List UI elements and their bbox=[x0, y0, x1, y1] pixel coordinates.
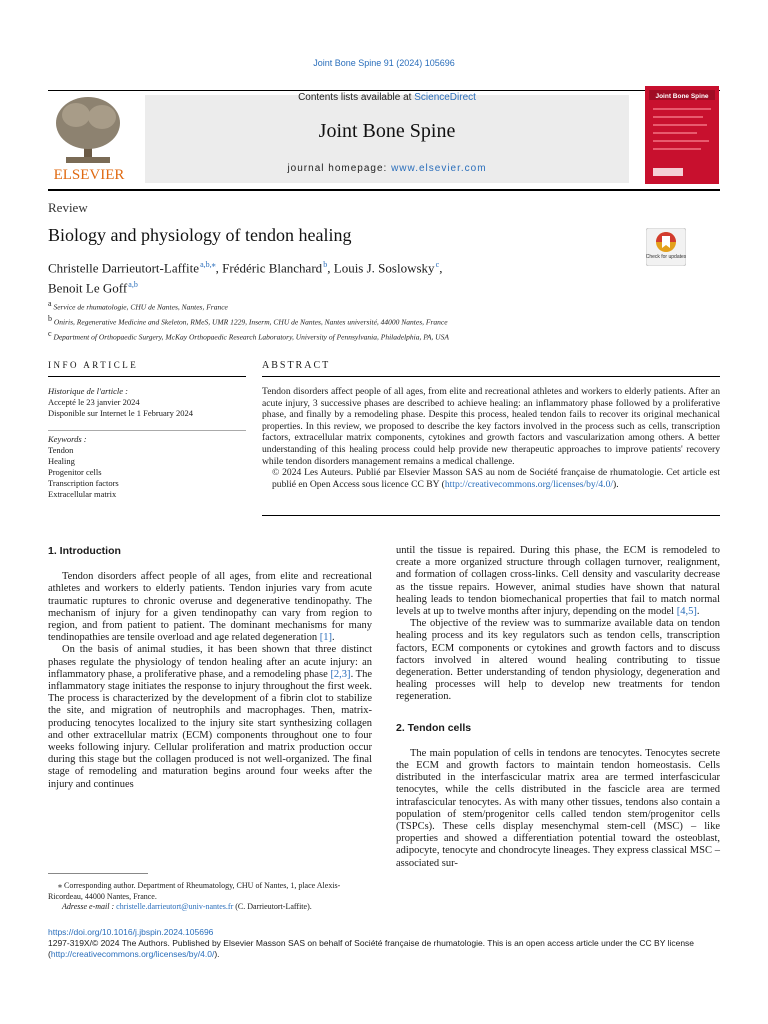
affiliation-item bbox=[48, 328, 449, 343]
journal-cover[interactable] bbox=[645, 86, 719, 184]
footnote-text: Corresponding author. Department of Rheumatology, CHU of Nantes, 1, place Alexis-Ricordeau, 44000 Nantes, France. bbox=[48, 881, 341, 901]
license-text: © 2024 Les Auteurs. Publié par Elsevier Masson SAS au nom de Société française de rhumatologie. Cet article est publié en Open Access sous licence CC BY ( bbox=[272, 467, 720, 490]
keywords-block bbox=[48, 434, 119, 500]
elsevier-tree-icon bbox=[48, 93, 130, 183]
history-label: Historique de l'article : bbox=[48, 386, 128, 396]
journal-title: Joint Bone Spine bbox=[318, 120, 456, 142]
affiliation-sup: b bbox=[48, 314, 52, 323]
paragraph-text: On the basis of animal studies, it has been shown that three distinct phases regulate the physiology of tendon healing after an acute injury: an inflammatory phase, a proliferative phase, and a remodeling phase bbox=[48, 644, 372, 680]
email-link[interactable]: christelle.darrieutort@univ-nantes.fr bbox=[116, 902, 234, 911]
footnotes bbox=[48, 881, 372, 913]
elsevier-wordmark: ELSEVIER bbox=[53, 167, 125, 183]
author-separator: , bbox=[215, 260, 223, 276]
copyright-line bbox=[48, 938, 720, 960]
keyword-item: Tendon bbox=[48, 445, 74, 455]
paragraph-text: Tendon disorders affect people of all ages, from elite and recreational athletes and workers to elderly patients. Tendon injuries vary from acute traumatic ruptures to chronic overuse and degenerative tendinopathy. The mechanism of injury for a given tendinopathy can vary from region to region, and from patient to patient. The dominant mechanisms for many tendinopathies are tensile overload and age related degeneration bbox=[48, 571, 372, 644]
body-column-right bbox=[396, 545, 720, 870]
journal-homepage bbox=[145, 163, 629, 174]
affiliation-text: Department of Orthopaedic Surgery, McKay Orthopaedic Research Laboratory, University of Pennsylvania, Philadelphia, PA, USA bbox=[53, 332, 449, 342]
history-item: Accepté le 23 janvier 2024 bbox=[48, 397, 140, 407]
affiliation-item bbox=[48, 298, 449, 313]
email-label: Adresse e-mail : bbox=[62, 902, 117, 911]
paragraph-text: until the tissue is repaired. During this phase, the ECM is remodeled to create a more organized structure through collagen turnover, realignment, and formation of collagen cross-links. Cell density and vascularity decrease as the tissue repairs. However, animal studies have shown that natural healing leads to tendon biomechanical properties that fail to match normal levels at up to twelve months after injury, depending on the model bbox=[396, 545, 720, 618]
paragraph: The main population of cells in tendons are tenocytes. Tenocytes secrete the ECM and growth factors to maintain tendon homeostasis. Cells distributed in the interfascicular matrix area are termed interfascicular tenocytes, while the cells distributed in the fascicle area are termed intrafascicular tenocytes. As with many other tissues, tendons also contain a population of stem/progenitor cells called tendon stem/progenitor cells (TSPCs). These cells display mesenchymal stem-cell (MSC) – like properties and showed a differentiation potential toward the osteoblast, adipocyte, tenocyte and chondrocyte lineages. They express classical MSC – associated sur- bbox=[396, 747, 720, 869]
header-top-rule bbox=[48, 90, 720, 91]
abstract-rule bbox=[262, 376, 720, 377]
check-for-updates-icon bbox=[646, 228, 686, 266]
author-affil-sup[interactable]: a,b bbox=[128, 280, 138, 290]
author-affil-sup[interactable]: b bbox=[323, 260, 328, 269]
article-history bbox=[48, 386, 193, 419]
author-list bbox=[48, 256, 608, 297]
abstract-license bbox=[262, 467, 720, 490]
homepage-link[interactable]: www.elsevier.com bbox=[391, 163, 487, 174]
abstract-text: Tendon disorders affect people of all ages, from elite and recreational athletes and workers to elderly patients. After an acute injury, 3 successive phases are described to achieve healing: an inflammatory phase followed by a proliferative phase, and finally by a remodeling phase. Despite this process, healed tendon fails to recover its original mechanical properties. In this review, we proposed to describe the key factors involved in the process such as cells, transcription factors, extracellular matrix components, cytokines and growth factors and vascularization among others. A better understanding of this healing process could help provide new therapeutic approaches to improve patients' recovery while tendon disorders management remains a medical challenge. bbox=[262, 386, 720, 467]
article-title: Biology and physiology of tendon healing bbox=[48, 225, 352, 245]
footnote-rule bbox=[48, 873, 148, 874]
author-separator: , bbox=[439, 260, 443, 276]
info-article-heading: INFO ARTICLE bbox=[48, 360, 139, 370]
paragraph-text: . The inflammatory stage initiates the response to injury throughout the first week. The process is characterized by the development of a fibrin clot to stabilize the site, and migration of neutrophils and macrophages. Then, matrix-producing tenocytes localized to the injury site start synthesizing collagen and other extracellular matrix (ECM) components throughout one to four weeks following injury. Cellular proliferation and matrix production occur during this stage but the collagen produced is not well-organized. The final stage of remodeling and maturation begins around four weeks after the injury and continues bbox=[48, 668, 373, 790]
affiliation-sup: c bbox=[48, 329, 52, 338]
doi-link[interactable]: https://doi.org/10.1016/j.jbspin.2024.105696 bbox=[48, 927, 214, 937]
abstract-bottom-rule bbox=[262, 515, 720, 516]
author-separator: , bbox=[327, 260, 334, 276]
crossmark-text: Check for updates bbox=[646, 254, 686, 260]
affiliation-sup: a bbox=[48, 299, 52, 308]
author-name[interactable]: Christelle Darrieutort-Laffite bbox=[48, 260, 200, 276]
paragraph: Tendon disorders affect people of all ages, from elite and recreational athletes and workers to elderly patients. Tendon injuries vary from acute traumatic ruptures to chronic overuse and degenerative tendinopathy. The mechanism of injury for a given tendinopathy can vary from region to region, and from patient to patient. The dominant mechanisms for many tendinopathies are tensile overload and age related degeneration [1]. bbox=[48, 571, 372, 644]
keyword-item: Extracellular matrix bbox=[48, 489, 117, 499]
corresponding-author-note: ⁎ Corresponding author. Department of Rheumatology, CHU of Nantes, 1, place Alexis-Ricordeau, 44000 Nantes, France. bbox=[48, 881, 341, 901]
paragraph bbox=[48, 644, 372, 790]
keyword-item: Transcription factors bbox=[48, 478, 119, 488]
info-rule bbox=[48, 376, 246, 377]
section-heading-introduction: 1. Introduction bbox=[48, 545, 121, 557]
cover-title: Joint Bone Spine bbox=[655, 93, 709, 100]
affiliations bbox=[48, 298, 449, 343]
copyright-text: 1297-319X/© 2024 The Authors. Published by Elsevier Masson SAS on behalf of Société française de rhumatologie. This is an open access article under the CC BY license ( bbox=[48, 938, 695, 959]
history-item: Disponible sur Internet le 1 February 2024 bbox=[48, 408, 193, 418]
citation-link[interactable]: [4,5] bbox=[676, 606, 697, 618]
cover-image bbox=[645, 86, 719, 184]
copyright-license-link[interactable]: http://creativecommons.org/licenses/by/4.0/ bbox=[50, 949, 215, 959]
elsevier-logo bbox=[48, 93, 130, 183]
keyword-item: Progenitor cells bbox=[48, 467, 102, 477]
crossmark-badge[interactable] bbox=[646, 228, 686, 266]
affiliation-text: Service de rhumatologie, CHU de Nantes, Nantes, France bbox=[53, 302, 228, 312]
section-heading-tendon-cells: 2. Tendon cells bbox=[396, 721, 472, 734]
affiliation-item bbox=[48, 313, 449, 328]
author-name[interactable]: Frédéric Blanchard bbox=[222, 260, 323, 276]
author-affil-sup[interactable]: c bbox=[435, 260, 440, 269]
article-type: Review bbox=[48, 200, 88, 215]
paragraph: until the tissue is repaired. During this phase, the ECM is remodeled to create a more organized structure through collagen turnover, realignment, and formation of collagen cross-links. Cell density and vascularity decrease as the tissue repairs. However, animal studies have shown that natural healing leads to tendon biomechanical properties that fail to match normal levels at up to twelve months after injury, depending on the model [4,5]. bbox=[396, 545, 720, 618]
license-link[interactable]: http://creativecommons.org/licenses/by/4.0/ bbox=[444, 478, 614, 490]
keywords-label: Keywords : bbox=[48, 434, 87, 444]
keywords-rule bbox=[48, 430, 246, 431]
author-name[interactable]: Benoit Le Goff bbox=[48, 280, 128, 296]
contents-line bbox=[145, 92, 629, 103]
citation-link[interactable]: [1] bbox=[319, 632, 332, 644]
paragraph: The objective of the review was to summarize available data on tendon healing process and its key regulators such as tendon cells, transcription factors, ECM components or cytokines and growth factors and to discuss factors involved in altered wound healing contributing to tissue degeneration. Better understanding of tendon physiology, degeneration and healing processes will help to develop new treatments for tendon regeneration. bbox=[396, 618, 720, 703]
author-affil-sup[interactable]: a,b,⁎ bbox=[200, 260, 216, 269]
journal-reference[interactable]: Joint Bone Spine 91 (2024) 105696 bbox=[313, 58, 455, 68]
affiliation-text: Oniris, Regenerative Medicine and Skeleton, RMeS, UMR 1229, Inserm, CHU de Nantes, Nantes université, 44000 Nantes, France bbox=[53, 317, 448, 327]
abstract-body bbox=[262, 386, 720, 490]
abstract-heading: ABSTRACT bbox=[262, 360, 331, 371]
body-column-left bbox=[48, 545, 372, 791]
author-name[interactable]: Louis J. Soslowsky bbox=[333, 260, 435, 276]
email-suffix: (C. Darrieutort-Laffite). bbox=[233, 902, 312, 911]
contents-prefix: Contents lists available at bbox=[298, 92, 415, 103]
email-note bbox=[48, 902, 372, 913]
license-end: ). bbox=[613, 478, 619, 490]
sciencedirect-link[interactable]: ScienceDirect bbox=[414, 92, 476, 103]
copyright-end: ). bbox=[214, 949, 220, 959]
keyword-item: Healing bbox=[48, 456, 75, 466]
header-bottom-rule bbox=[48, 189, 720, 191]
homepage-prefix: journal homepage: bbox=[287, 163, 392, 174]
citation-link[interactable]: [2,3] bbox=[330, 668, 351, 680]
